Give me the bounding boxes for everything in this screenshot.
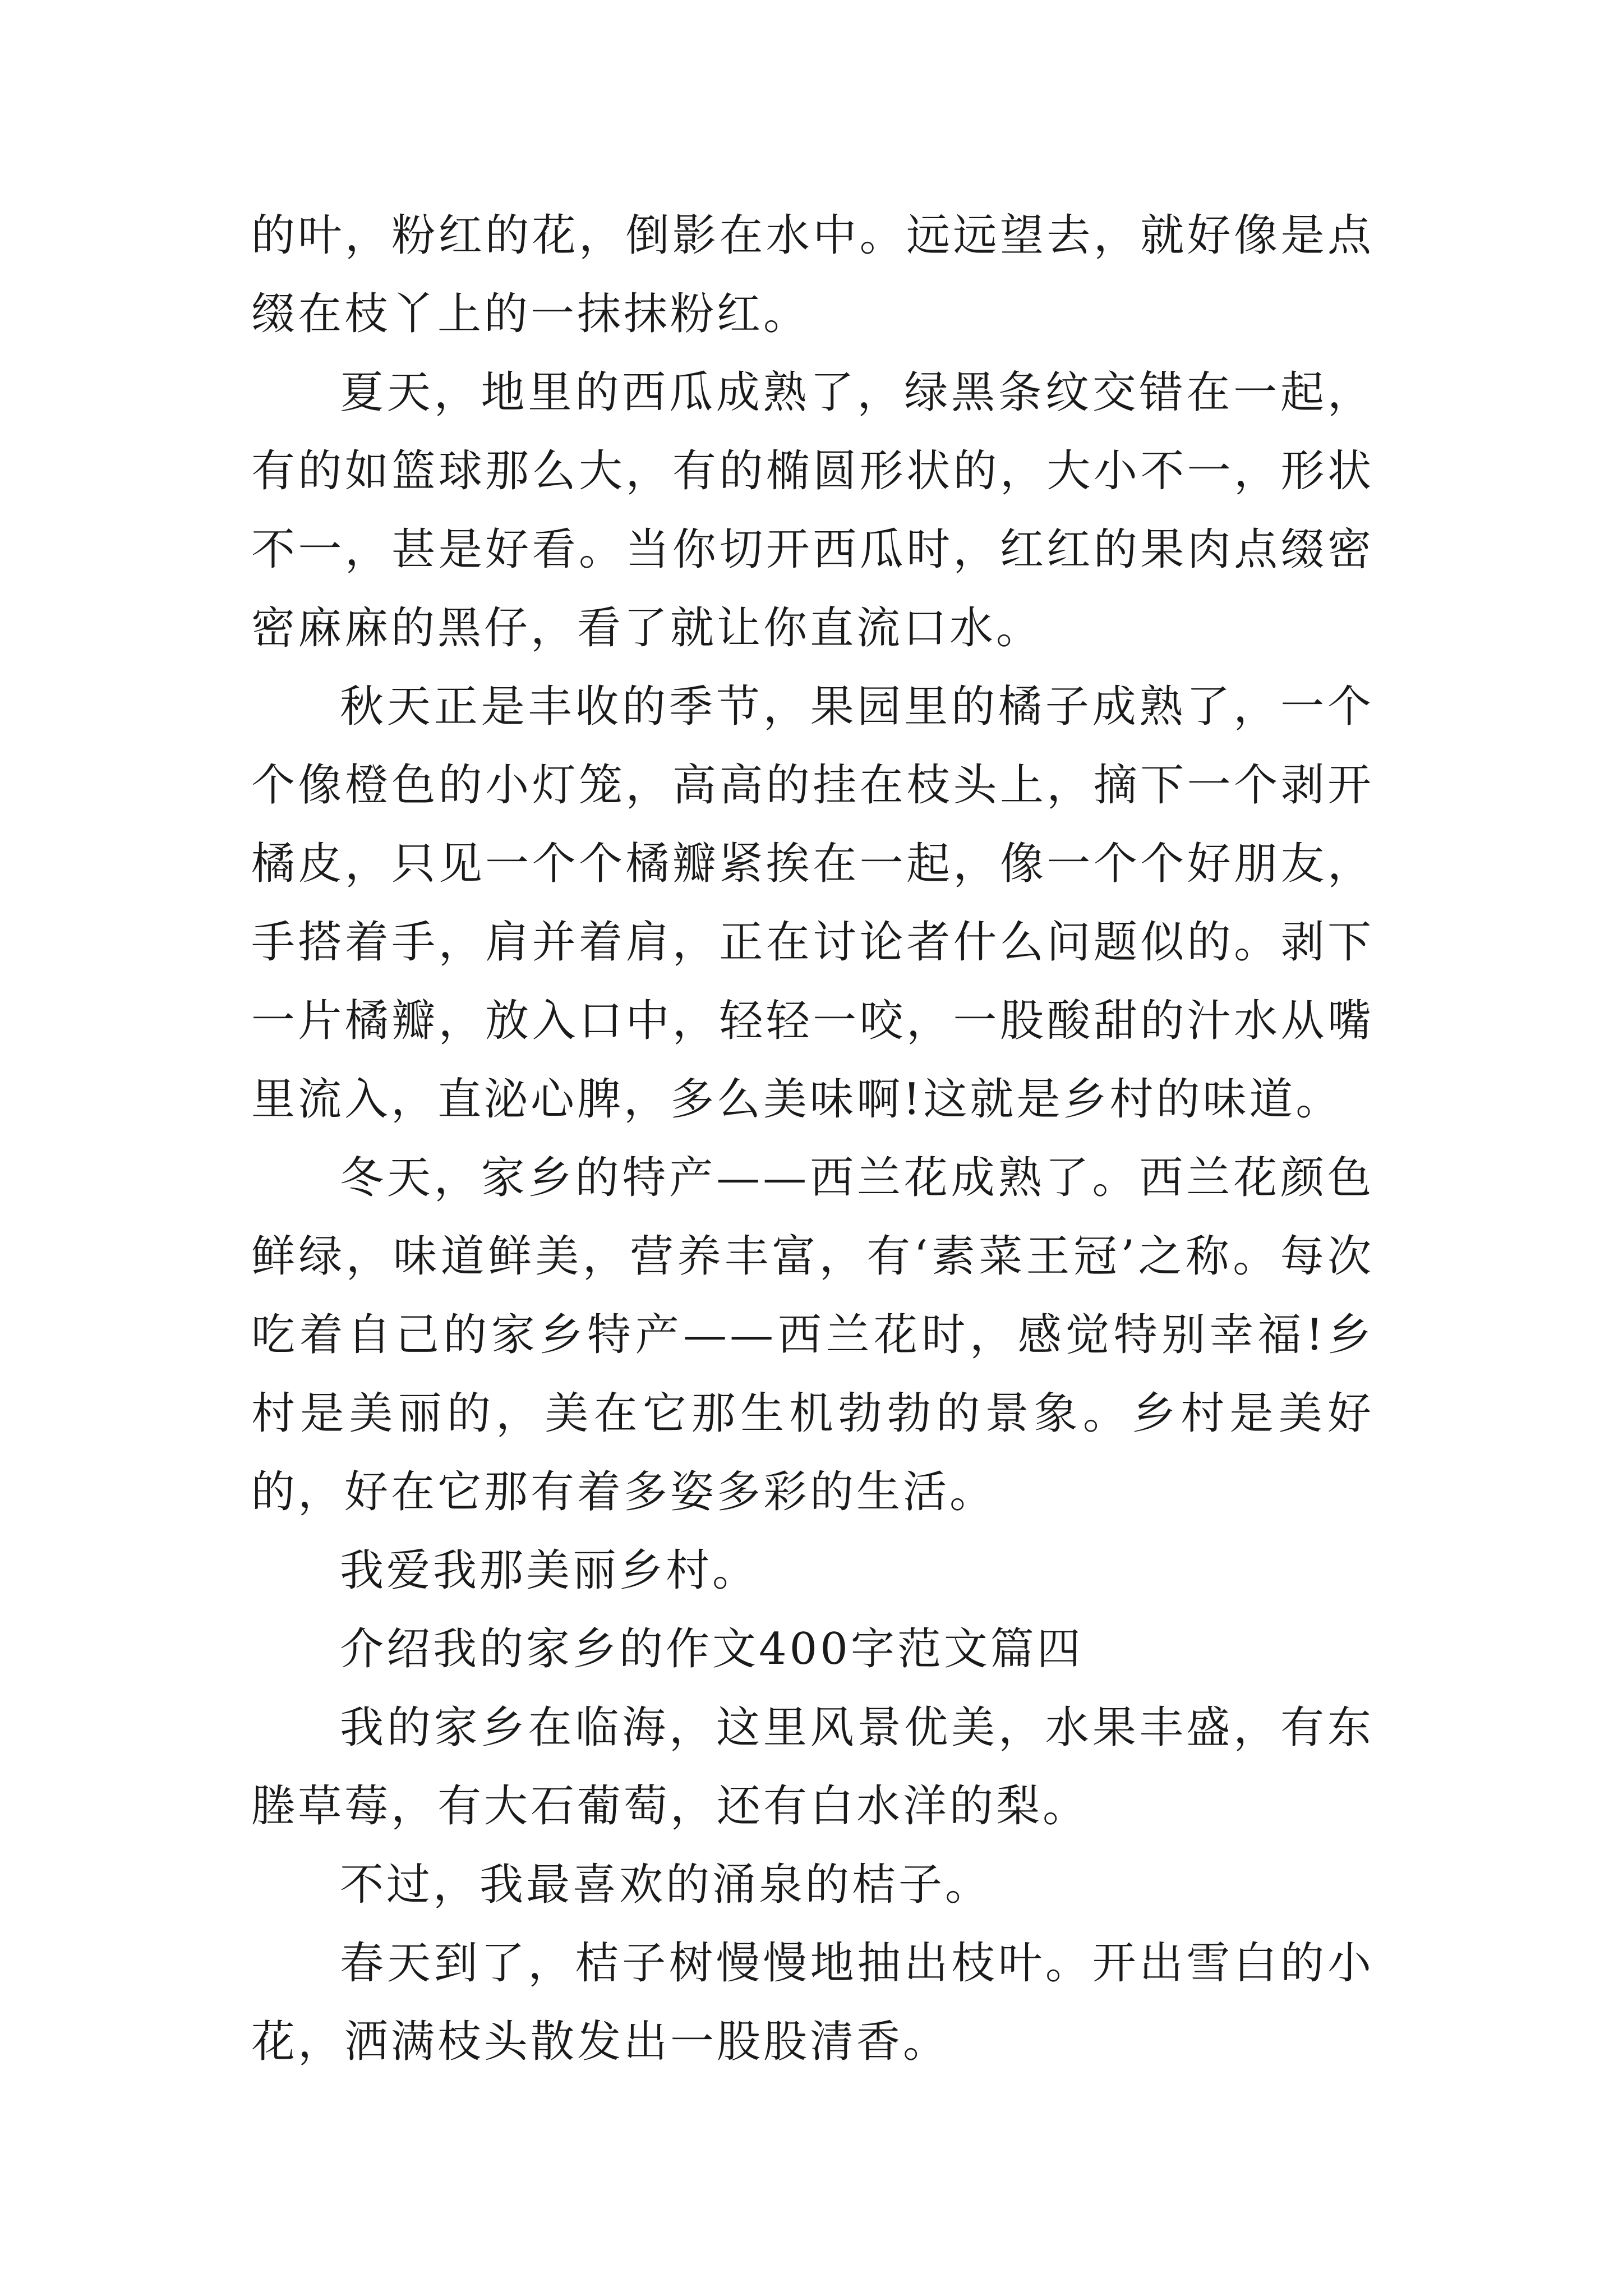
paragraph-hometown-linhai: 我的家乡在临海，这里风景优美，水果丰盛，有东塍草莓，有大石葡萄，还有白水洋的梨。: [251, 1703, 1374, 1832]
paragraph-autumn-oranges: 秋天正是丰收的季节，果园里的橘子成熟了，一个个像橙色的小灯笼，高高的挂在枝头上，摘下一个剥开橘皮，只见一个个橘瓣紧挨在一起，像一个个好朋友，手搭着手，肩并着肩，正在讨论者什么问题似的。剥下一片橘瓣，放入口中，轻轻一咬，一股酸甜的汁水从嘴里流入，直泌心脾，多么美味啊!这就是乡村的味道。: [251, 682, 1374, 1125]
paragraph-love-village: 我爱我那美丽乡村。: [340, 1545, 759, 1596]
paragraph-summer-watermelon: 夏天，地里的西瓜成熟了，绿黑条纹交错在一起，有的如篮球那么大，有的椭圆形状的，大小不一，形状不一，甚是好看。当你切开西瓜时，红红的果肉点缀密密麻麻的黑仔，看了就让你直流口水。: [251, 367, 1374, 654]
paragraph-spring-blossom: 春天到了，桔子树慢慢地抽出枝叶。开出雪白的小花，洒满枝头散发出一股股清香。: [251, 1938, 1374, 2067]
section-heading: 介绍我的家乡的作文400字范文篇四: [340, 1624, 1083, 1674]
paragraph-winter-broccoli: 冬天，家乡的特产——西兰花成熟了。西兰花颜色鲜绿，味道鲜美，营养丰富，有‘素菜王冠’之称。每次吃着自己的家乡特产——西兰花时，感觉特别幸福!乡村是美丽的，美在它那生机勃勃的景象。乡村是美好的，好在它那有着多姿多彩的生活。: [251, 1153, 1374, 1517]
paragraph-petals: 的叶，粉红的花，倒影在水中。远远望去，就好像是点缀在枝丫上的一抹抹粉红。: [251, 210, 1374, 339]
document-body: [251, 196, 1374, 2081]
paragraph-favorite-tangerine: 不过，我最喜欢的涌泉的桔子。: [340, 1860, 992, 1910]
